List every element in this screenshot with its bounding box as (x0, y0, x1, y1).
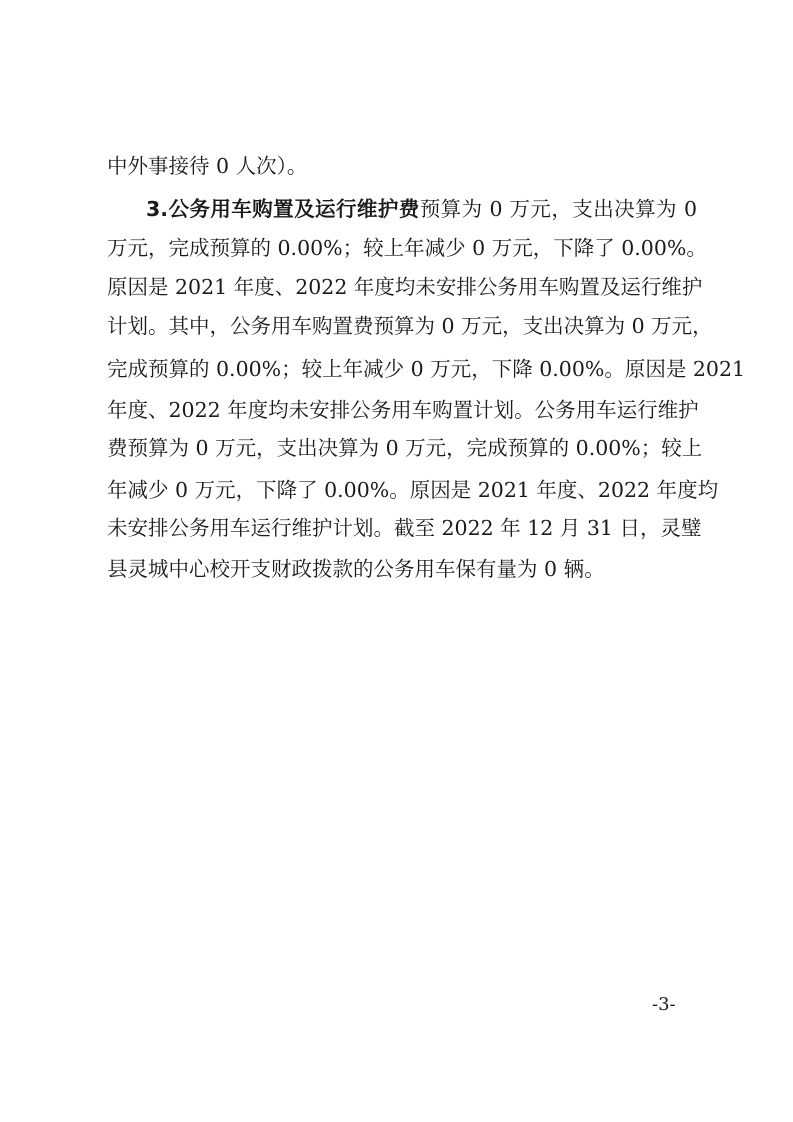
text-line-2-rest: 预算为 0 万元，支出决算为 0 (419, 197, 697, 221)
text-line-10: 未安排公务用车运行维护计划。截至 2022 年 12 月 31 日，灵璧 (107, 516, 702, 540)
text-line-5: 计划。其中，公务用车购置费预算为 0 万元，支出决算为 0 万元， (107, 314, 713, 338)
text-line-9: 年减少 0 万元，下降了 0.00%。原因是 2021 年度、2022 年度均 (107, 478, 719, 502)
text-line-7: 年度、2022 年度均未安排公务用车购置计划。公务用车运行维护 (107, 398, 699, 422)
page-number: -3- (652, 994, 676, 1015)
text-line-11: 县灵城中心校开支财政拨款的公务用车保有量为 0 辆。 (107, 557, 605, 581)
text-line-8: 费预算为 0 万元，支出决算为 0 万元，完成预算的 0.00%；较上 (107, 436, 703, 460)
text-line-1: 中外事接待 0 人次）。 (107, 154, 308, 178)
text-line-3: 万元，完成预算的 0.00%；较上年减少 0 万元，下降了 0.00%。 (107, 236, 707, 260)
text-line-2 (146, 195, 697, 223)
text-line-4: 原因是 2021 年度、2022 年度均未安排公务用车购置及运行维护 (107, 275, 703, 299)
text-line-6: 完成预算的 0.00%；较上年减少 0 万元，下降 0.00%。原因是 2021 (107, 357, 746, 381)
section-heading: 3.公务用车购置及运行维护费 (146, 197, 420, 221)
